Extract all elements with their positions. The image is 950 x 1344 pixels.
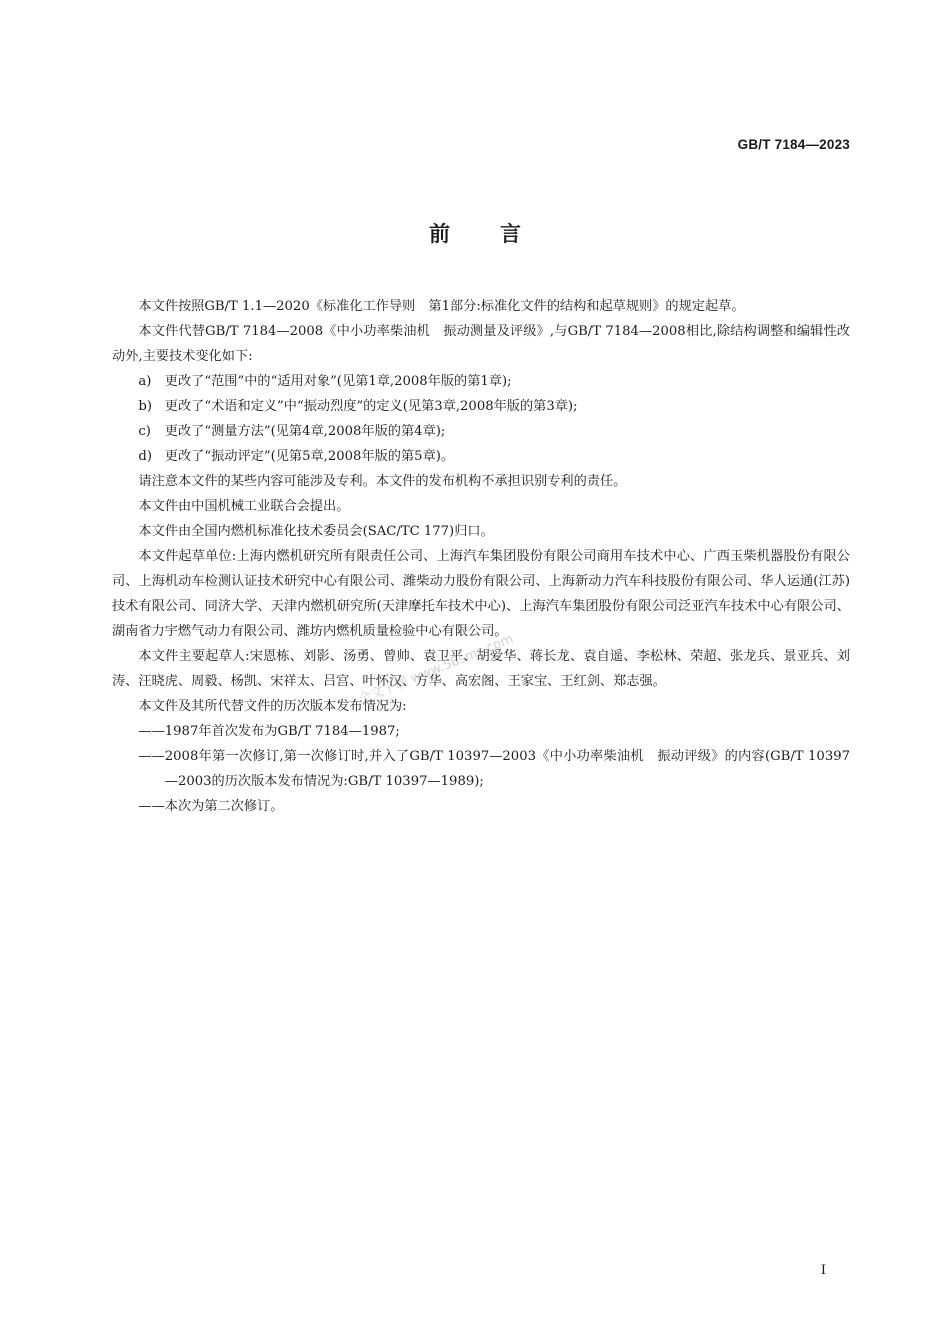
list-item	[112, 444, 850, 469]
list-item	[112, 394, 850, 419]
paragraph-proposer: 本文件由中国机械工业联合会提出。	[138, 499, 350, 514]
history-item: ——2008年第一次修订,第一次修订时,并入了GB/T 10397—2003《中小功率柴油机 振动评级》的内容(GB/T 10397—2003的历次版本发布情况为:GB/T 10397—1989);	[138, 749, 850, 789]
paragraph-committee: 本文件由全国内燃机标准化技术委员会(SAC/TC 177)归口。	[138, 524, 494, 539]
page-number: I	[820, 1263, 826, 1278]
foreword-body	[112, 294, 850, 819]
paragraph-drafters: 本文件主要起草人:宋恩栋、刘影、汤勇、曾帅、袁卫平、胡爱华、蒋长龙、袁自遥、李松林、荣超、张龙兵、景亚兵、刘涛、汪晓虎、周毅、杨凯、宋祥太、吕宫、叶怀汉、方华、高宏阁、王家宝、王红剑、郑志强。	[112, 649, 850, 689]
standard-code: GB/T 7184—2023	[737, 137, 850, 152]
page-title: 前言	[429, 222, 571, 246]
list-item-text: 更改了“振动评定”(见第5章,2008年版的第5章)。	[164, 449, 455, 464]
list-item-text: 更改了“范围”中的“适用对象”(见第1章,2008年版的第1章);	[164, 374, 512, 389]
paragraph-drafting-units: 本文件起草单位:上海内燃机研究所有限责任公司、上海汽车集团股份有限公司商用车技术中心、广西玉柴机器股份有限公司、上海机动车检测认证技术研究中心有限公司、潍柴动力股份有限公司、上海新动力汽车科技股份有限公司、华人运通(江苏)技术有限公司、同济大学、天津内燃机研究所(天津摩托车技术中心)、上海汽车集团股份有限公司泛亚汽车技术中心有限公司、湖南省力宇燃气动力有限公司、潍坊内燃机质量检验中心有限公司。	[112, 549, 850, 639]
list-item	[112, 419, 850, 444]
history-item: ——1987年首次发布为GB/T 7184—1987;	[138, 724, 400, 739]
list-marker: b)	[138, 399, 152, 414]
paragraph-drafting-rules: 本文件按照GB/T 1.1—2020《标准化工作导则 第1部分:标准化文件的结构和起草规则》的规定起草。	[138, 299, 745, 314]
watermark: 全文下载 www.58sms.com	[356, 631, 516, 708]
paragraph-patent-notice: 请注意本文件的某些内容可能涉及专利。本文件的发布机构不承担识别专利的责任。	[138, 474, 627, 489]
list-marker: a)	[138, 374, 152, 389]
list-marker: d)	[138, 449, 152, 464]
list-marker: c)	[138, 424, 151, 439]
history-item: ——本次为第二次修订。	[138, 799, 284, 814]
list-item-text: 更改了“测量方法”(见第4章,2008年版的第4章);	[164, 424, 446, 439]
paragraph-history-intro: 本文件及其所代替文件的历次版本发布情况为:	[138, 699, 407, 714]
list-item-text: 更改了“术语和定义”中“振动烈度”的定义(见第3章,2008年版的第3章);	[164, 399, 578, 414]
list-item	[112, 369, 850, 394]
paragraph-replacement: 本文件代替GB/T 7184—2008《中小功率柴油机 振动测量及评级》,与GB/T 7184—2008相比,除结构调整和编辑性改动外,主要技术变化如下:	[112, 324, 850, 364]
